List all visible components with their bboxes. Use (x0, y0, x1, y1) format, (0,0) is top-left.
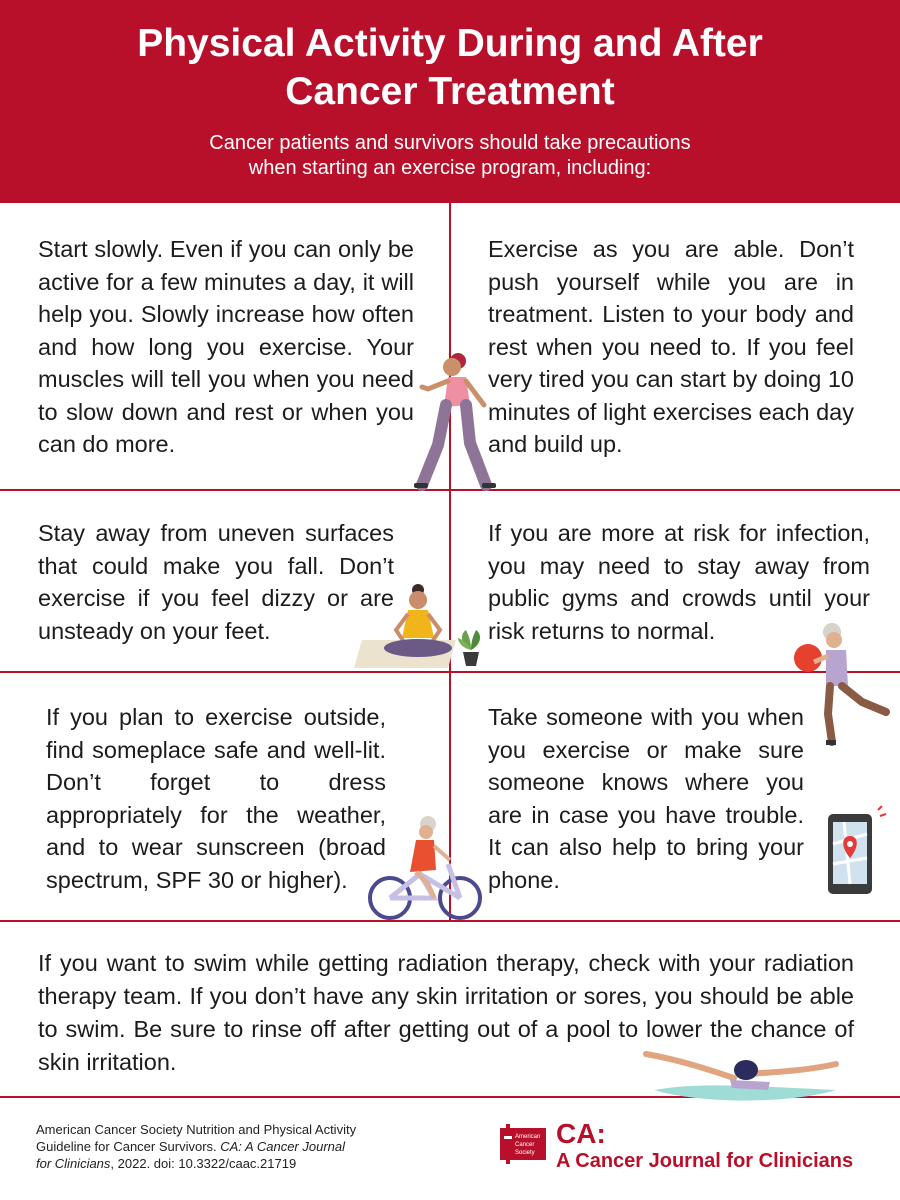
page-title (0, 20, 900, 116)
journal-full-title: A Cancer Journal for Clinicians (556, 1150, 854, 1172)
swimmer-icon (640, 1046, 846, 1108)
acs-line-2: Cancer (515, 1142, 535, 1148)
citation-line-2-plain: Guideline for Cancer Survivors. (36, 1139, 221, 1154)
tip-start-slowly: Start slowly. Even if you can only be active for a few minutes a day, it will help you. Slowly increase how often and how long you exercise. Your muscles will tell you when you need to slow down and rest or when you can do more. (38, 236, 414, 457)
citation (36, 1121, 416, 1172)
citation-line-2-italic: CA: A Cancer Journal (220, 1139, 346, 1154)
phone-map-icon (824, 804, 892, 898)
title-line-1: Physical Activity During and After (137, 22, 763, 65)
citation-line-1: American Cancer Society Nutrition and Physical Activity (36, 1122, 357, 1137)
subtitle-line-1: Cancer patients and survivors should take precautions (209, 132, 691, 154)
meditating-woman-icon (352, 582, 460, 670)
row-divider-2 (0, 671, 900, 673)
plant-icon (456, 626, 486, 668)
journal-short-title: CA: (556, 1118, 606, 1149)
ball-woman-icon (790, 622, 890, 748)
acs-logo (500, 1122, 546, 1171)
tip-someone-with-you: Take someone with you when you exercise or make sure someone knows where you are in case you have trouble. It can also help to bring your phone. (488, 704, 804, 893)
tip-swimming: If you want to swim while getting radiation therapy, check with your radiation therapy team. If you don’t have any skin irritation or sores, you should be able to swim. Be sure to rinse off after getting out of a pool to lower the chance of skin irritation. (38, 950, 854, 1075)
tip-exercise-outside: If you plan to exercise outside, find someplace safe and well-lit. Don’t forget to dress appropriately for the weather, and to wear sunscreen (broad spectrum, SPF 30 or higher). (46, 704, 386, 893)
page-subtitle (0, 131, 900, 181)
citation-line-2 (36, 1138, 416, 1155)
acs-line-1: American (515, 1134, 541, 1140)
header-banner (0, 0, 900, 203)
citation-line-3 (36, 1155, 416, 1172)
acs-sword-logo-icon (500, 1122, 546, 1166)
walking-woman-icon (408, 345, 498, 491)
citation-line-3-italic: for Clinicians (36, 1156, 111, 1171)
title-line-2: Cancer Treatment (285, 70, 615, 113)
subtitle-line-2: when starting an exercise program, including: (248, 157, 652, 179)
citation-line-3-plain: , 2022. doi: 10.3322/caac.21719 (110, 1156, 297, 1171)
tip-uneven-surfaces: Stay away from uneven surfaces that could make you fall. Don’t exercise if you feel dizzy or are unsteady on your feet. (38, 520, 394, 644)
cycling-woman-icon (364, 814, 486, 924)
acs-line-3: Society (515, 1150, 535, 1156)
tip-exercise-as-able: Exercise as you are able. Don’t push yourself while you are in treatment. Listen to your body and rest when you need to. If you feel very tired you can start by doing 10 minutes of light exercises each day and build up. (488, 236, 854, 457)
tip-infection-risk: If you are more at risk for infection, you may need to stay away from public gyms and crowds until your risk returns to normal. (488, 520, 870, 644)
